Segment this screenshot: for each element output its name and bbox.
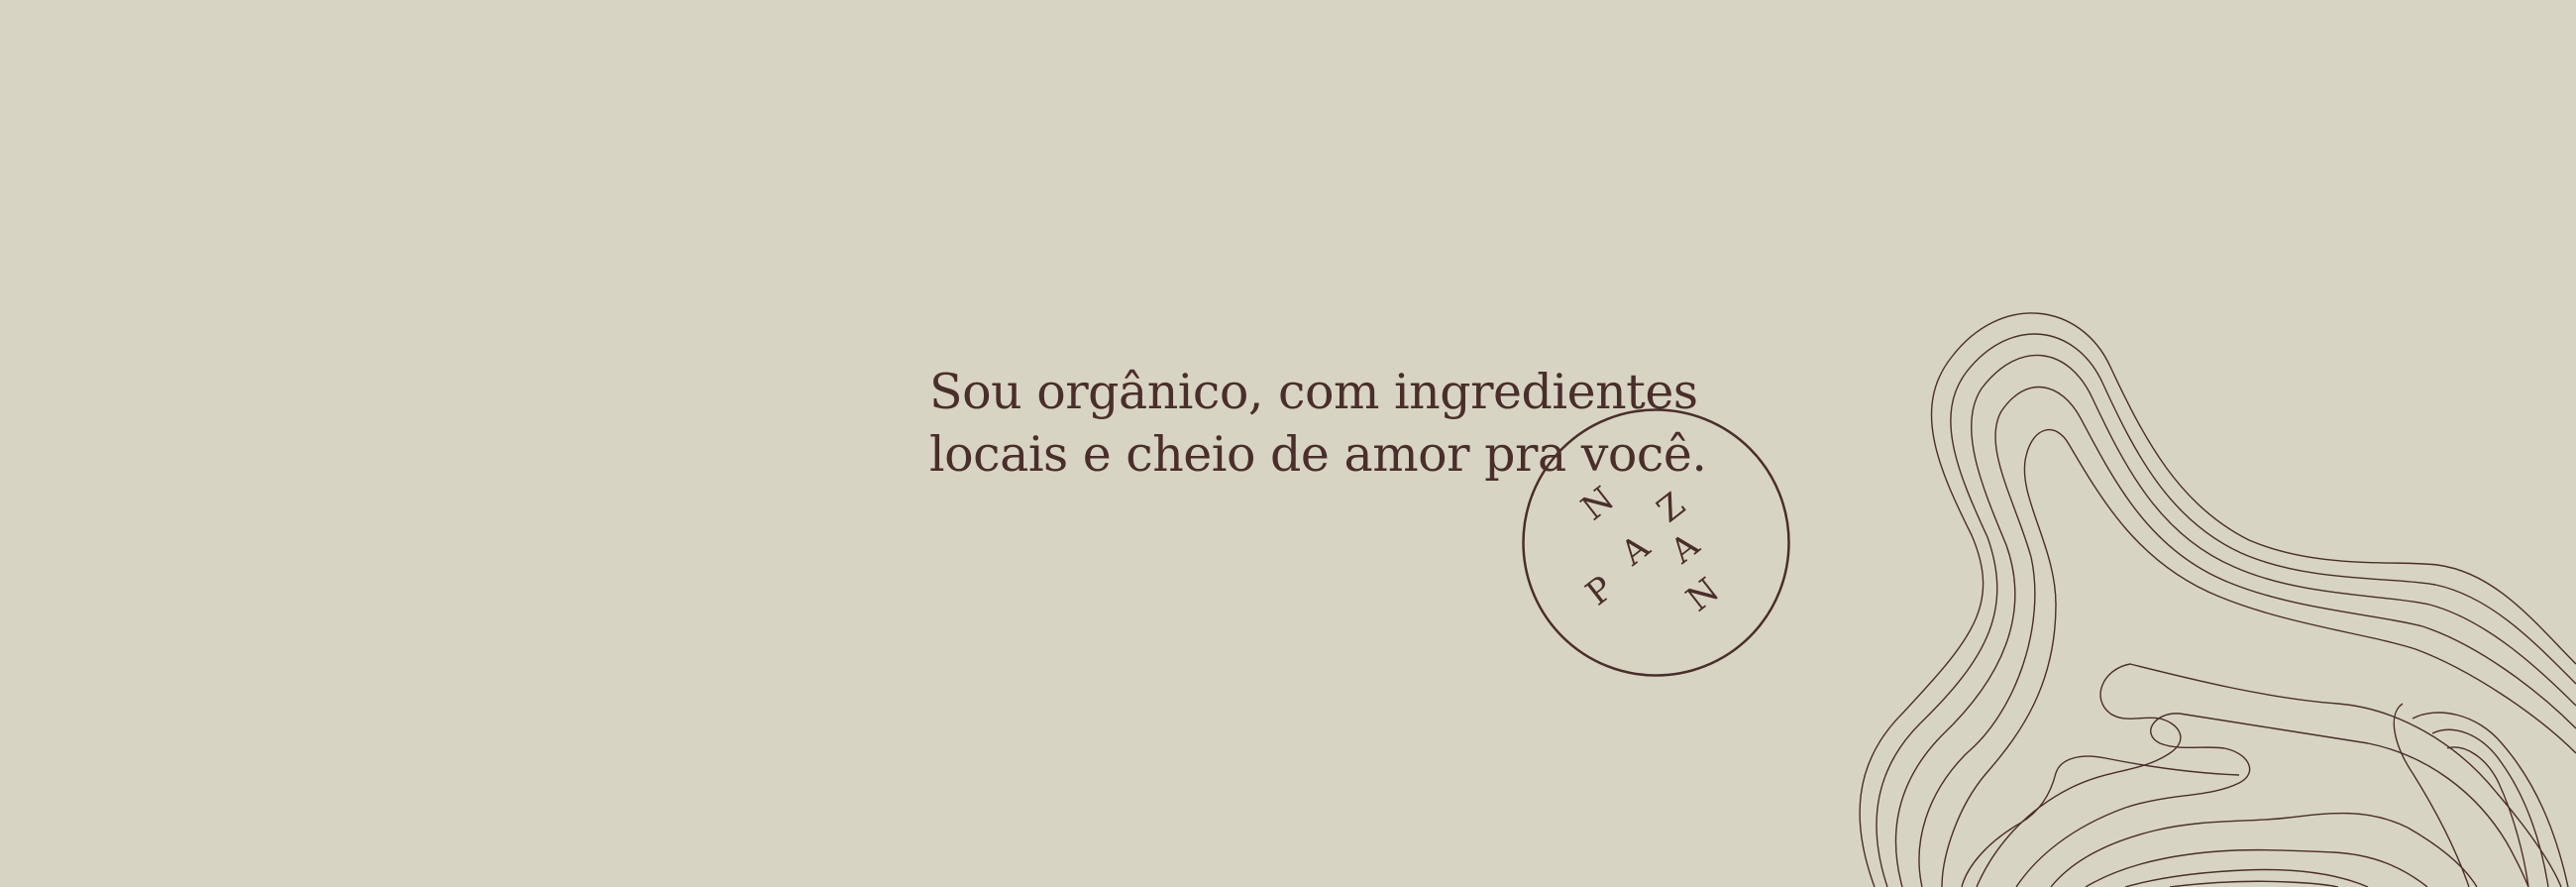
topographic-contour-lines: [1843, 307, 2576, 887]
tagline-line-2: locais e cheio de amor pra você.: [929, 426, 1707, 483]
stamp-letter-2: A: [1613, 527, 1658, 574]
stamp-letter-6: N: [1678, 570, 1727, 620]
stamp-ring: [1524, 410, 1789, 676]
stamp-letter-5: A: [1663, 525, 1707, 572]
stamp-letter-4: Z: [1650, 485, 1693, 531]
brand-stamp-logo: [1520, 406, 1792, 679]
tagline-line-1: Sou orgânico, com ingredientes: [929, 364, 1698, 420]
stamp-letter-3: N: [1573, 479, 1622, 529]
stamp-letter-1: P: [1578, 568, 1622, 614]
